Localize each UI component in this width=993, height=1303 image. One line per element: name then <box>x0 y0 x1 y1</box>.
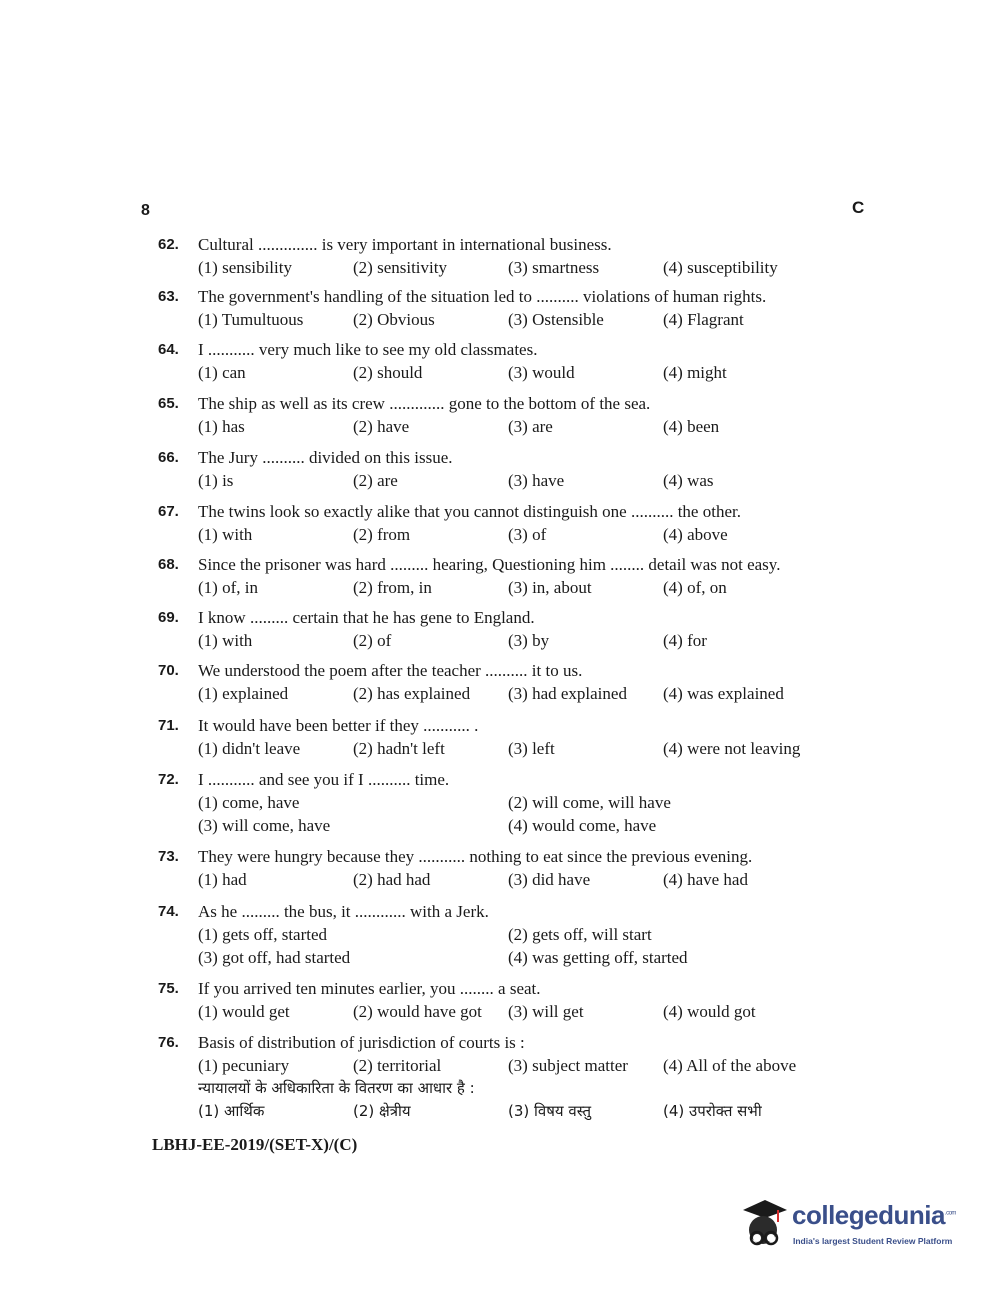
option-3: (3) by <box>508 631 550 650</box>
option-3: (3) will come, have <box>198 816 331 835</box>
question-stem: If you arrived ten minutes earlier, you ........ a seat. <box>198 979 541 998</box>
question-number: 75. <box>158 980 179 997</box>
option-4: (4) of, on <box>663 578 727 597</box>
option-4: (4) Flagrant <box>663 310 744 329</box>
option-2-hindi: (2) क्षेत्रीय <box>353 1102 411 1120</box>
question-stem: I ........... and see you if I .......... time. <box>198 770 450 789</box>
option-4: (4) was <box>663 471 714 490</box>
question-number: 70. <box>158 662 179 679</box>
mascot-icon <box>735 1196 791 1256</box>
option-1: (1) sensibility <box>198 258 292 277</box>
question-65 <box>158 392 858 438</box>
option-3: (3) in, about <box>508 578 592 597</box>
question-number: 62. <box>158 236 179 253</box>
option-1: (1) can <box>198 363 246 382</box>
question-stem: The ship as well as its crew ............. gone to the bottom of the sea. <box>198 394 651 413</box>
option-2: (2) would have got <box>353 1002 482 1021</box>
question-number: 69. <box>158 609 179 626</box>
option-3: (3) left <box>508 739 555 758</box>
option-3: (3) had explained <box>508 684 627 703</box>
footer-paper-code: LBHJ-EE-2019/(SET-X)/(C) <box>152 1135 358 1154</box>
question-62 <box>158 233 858 279</box>
question-number: 63. <box>158 288 179 305</box>
option-1: (1) is <box>198 471 234 490</box>
option-1: (1) Tumultuous <box>198 310 304 329</box>
option-3: (3) did have <box>508 870 591 889</box>
option-2: (2) Obvious <box>353 310 435 329</box>
question-69 <box>158 606 858 652</box>
question-stem: The twins look so exactly alike that you cannot distinguish one .......... the other. <box>198 502 741 521</box>
option-2: (2) territorial <box>353 1056 442 1075</box>
question-stem: Cultural .............. is very important in international business. <box>198 235 612 254</box>
question-67 <box>158 500 858 546</box>
option-2: (2) from <box>353 525 411 544</box>
question-stem: Since the prisoner was hard ......... hearing, Questioning him ........ detail was not easy. <box>198 555 781 574</box>
question-stem-hindi: न्यायालयों के अधिकारिता के वितरण का आधार है : <box>198 1079 475 1097</box>
option-2: (2) has explained <box>353 684 471 703</box>
question-71 <box>158 714 858 760</box>
question-74 <box>158 900 858 969</box>
question-64 <box>158 338 858 384</box>
option-1: (1) of, in <box>198 578 258 597</box>
option-3: (3) have <box>508 471 565 490</box>
option-3: (3) subject matter <box>508 1056 628 1075</box>
option-3-hindi: (3) विषय वस्तु <box>508 1102 592 1120</box>
option-4: (4) above <box>663 525 728 544</box>
option-3: (3) smartness <box>508 258 600 277</box>
option-2: (2) have <box>353 417 410 436</box>
option-1-hindi: (1) आर्थिक <box>198 1102 265 1120</box>
question-number: 73. <box>158 848 179 865</box>
option-3: (3) are <box>508 417 553 436</box>
question-number: 74. <box>158 903 179 920</box>
option-4: (4) was explained <box>663 684 784 703</box>
option-2: (2) are <box>353 471 398 490</box>
option-1: (1) gets off, started <box>198 925 328 944</box>
option-3: (3) will get <box>508 1002 584 1021</box>
question-72 <box>158 768 858 837</box>
question-stem: The government's handling of the situation led to .......... violations of human rights. <box>198 287 767 306</box>
option-2: (2) sensitivity <box>353 258 447 277</box>
option-4: (4) would come, have <box>508 816 657 835</box>
question-stem: I ........... very much like to see my old classmates. <box>198 340 538 359</box>
question-68 <box>158 553 858 599</box>
option-3: (3) Ostensible <box>508 310 604 329</box>
option-4: (4) might <box>663 363 727 382</box>
option-4: (4) were not leaving <box>663 739 801 758</box>
question-number: 76. <box>158 1034 179 1051</box>
question-66 <box>158 446 858 492</box>
option-4: (4) All of the above <box>663 1056 797 1075</box>
option-2: (2) gets off, will start <box>508 925 652 944</box>
option-3: (3) would <box>508 363 575 382</box>
question-63 <box>158 285 858 331</box>
logo-tagline: India's largest Student Review Platform <box>793 1236 953 1246</box>
question-stem: Basis of distribution of jurisdiction of courts is : <box>198 1033 525 1052</box>
question-75 <box>158 977 858 1023</box>
question-number: 65. <box>158 395 179 412</box>
option-2: (2) hadn't left <box>353 739 445 758</box>
question-stem: We understood the poem after the teacher .......... it to us. <box>198 661 583 680</box>
question-number: 66. <box>158 449 179 466</box>
option-1: (1) with <box>198 525 253 544</box>
option-4: (4) for <box>663 631 707 650</box>
question-number: 68. <box>158 556 179 573</box>
option-2: (2) will come, will have <box>508 793 671 812</box>
question-number: 71. <box>158 717 179 734</box>
option-2: (2) of <box>353 631 392 650</box>
option-1: (1) pecuniary <box>198 1056 290 1075</box>
option-1: (1) come, have <box>198 793 300 812</box>
option-4: (4) was getting off, started <box>508 948 688 967</box>
option-2: (2) from, in <box>353 578 432 597</box>
option-1: (1) had <box>198 870 247 889</box>
collegedunia-logo <box>735 1196 960 1260</box>
option-1: (1) didn't leave <box>198 739 301 758</box>
page-number: 8 <box>141 202 150 219</box>
question-stem: The Jury .......... divided on this issue. <box>198 448 453 467</box>
question-73 <box>158 845 858 891</box>
question-76 <box>158 1031 858 1123</box>
question-stem: They were hungry because they ........... nothing to eat since the previous evening. <box>198 847 753 866</box>
question-70 <box>158 659 858 705</box>
question-number: 67. <box>158 503 179 520</box>
option-4: (4) susceptibility <box>663 258 778 277</box>
question-number: 64. <box>158 341 179 358</box>
option-2: (2) had had <box>353 870 431 889</box>
set-code: C <box>852 198 865 217</box>
option-1: (1) has <box>198 417 245 436</box>
question-stem: I know ......... certain that he has gene to England. <box>198 608 535 627</box>
option-3: (3) got off, had started <box>198 948 351 967</box>
option-3: (3) of <box>508 525 547 544</box>
option-4: (4) have had <box>663 870 748 889</box>
option-4: (4) been <box>663 417 720 436</box>
option-4-hindi: (4) उपरोक्त सभी <box>663 1102 762 1120</box>
option-2: (2) should <box>353 363 423 382</box>
question-stem: As he ......... the bus, it ............ with a Jerk. <box>198 902 489 921</box>
option-1: (1) would get <box>198 1002 290 1021</box>
question-stem: It would have been better if they ........... . <box>198 716 479 735</box>
option-4: (4) would got <box>663 1002 756 1021</box>
question-number: 72. <box>158 771 179 788</box>
logo-wordmark: collegedunia$^{.com}$ <box>792 1200 956 1230</box>
option-1: (1) with <box>198 631 253 650</box>
option-1: (1) explained <box>198 684 289 703</box>
